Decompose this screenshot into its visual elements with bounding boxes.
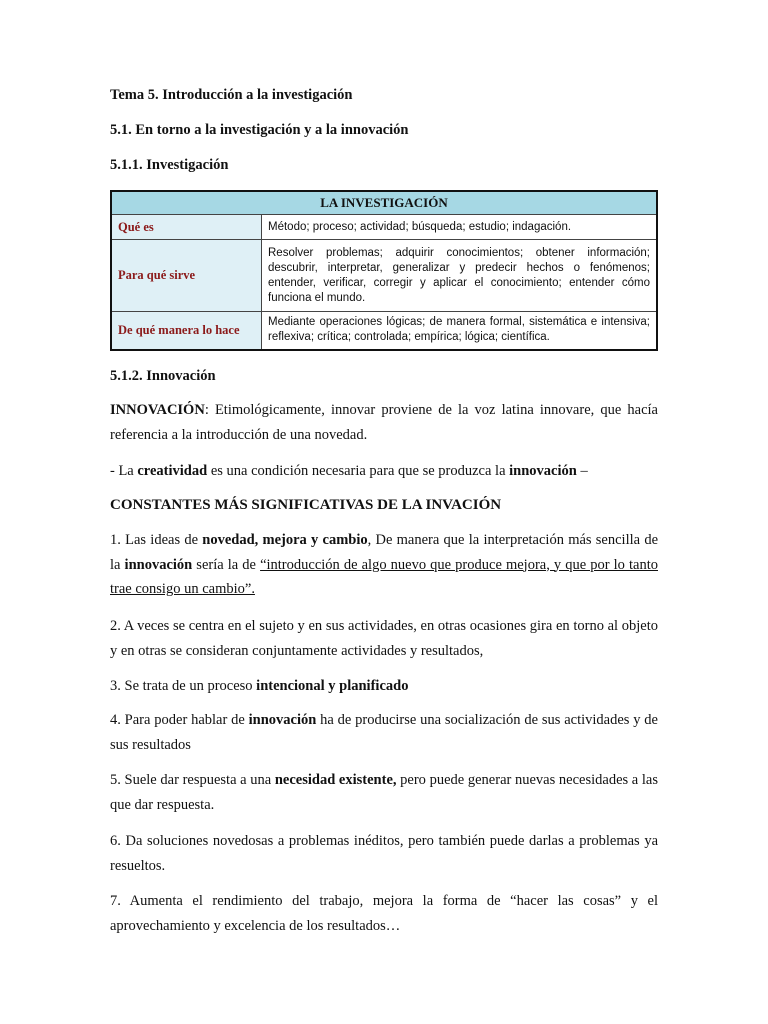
investigation-table <box>110 190 658 351</box>
row-value: Método; proceso; actividad; búsqueda; estudio; indagación. <box>262 215 658 240</box>
row-value: Mediante operaciones lógicas; de manera formal, sistemática e intensiva; reflexiva; crítica; controlada; empírica; lógica; científica. <box>262 312 658 350</box>
row-label: Qué es <box>111 215 262 240</box>
innovation-term: INNOVACIÓN <box>110 402 205 418</box>
list-item: 5. Suele dar respuesta a una necesidad existente, pero puede generar nuevas necesidades a las que dar respuesta. <box>110 772 658 813</box>
table-row <box>111 240 657 312</box>
quoted-definition: “introducción de algo nuevo que produce mejora, y que por lo tanto trae consigo un cambio”. <box>110 556 658 597</box>
table-title: LA INVESTIGACIÓN <box>111 191 657 215</box>
creativity-term: creatividad <box>137 463 208 479</box>
topic-title: Tema 5. Introducción a la investigación <box>110 87 353 103</box>
row-value: Resolver problemas; adquirir conocimientos; obtener información; descubrir, interpretar, generalizar y predecir hechos o fenómenos; entender, verificar, corregir y aplicar el conocimiento; entender cómo funciona el mundo. <box>262 240 658 312</box>
table-row <box>111 215 657 240</box>
constants-heading: CONSTANTES MÁS SIGNIFICATIVAS DE LA INVACIÓN <box>110 497 502 513</box>
list-item: 6. Da soluciones novedosas a problemas inéditos, pero también puede darlas a problemas ya resueltos. <box>110 833 658 874</box>
table-header-row <box>111 191 657 215</box>
table-row <box>111 312 657 350</box>
list-item: 2. A veces se centra en el sujeto y en sus actividades, en otras ocasiones gira en torno al objeto y en otras se consideran conjuntamente actividades y resultados, <box>110 618 658 659</box>
list-item: 7. Aumenta el rendimiento del trabajo, mejora la forma de “hacer las cosas” y el aprovechamiento y excelencia de los resultados… <box>110 893 658 934</box>
creativity-statement: - La creatividad es una condición necesaria para que se produzca la innovación – <box>110 463 588 479</box>
innovation-term: innovación <box>509 463 577 479</box>
section-heading-5-1-1: 5.1.1. Investigación <box>110 157 229 173</box>
innovation-definition <box>110 398 658 447</box>
section-heading-5-1-2: 5.1.2. Innovación <box>110 368 216 384</box>
list-item: 4. Para poder hablar de innovación ha de producirse una socialización de sus actividades y de sus resultados <box>110 712 658 753</box>
row-label: De qué manera lo hace <box>111 312 262 350</box>
definition-text: : Etimológicamente, innovar proviene de la voz latina innovare, que hacía referencia a la introducción de una novedad. <box>110 402 658 443</box>
section-heading-5-1: 5.1. En torno a la investigación y a la innovación <box>110 122 409 138</box>
row-label: Para qué sirve <box>111 240 262 312</box>
list-item: 3. Se trata de un proceso intencional y planificado <box>110 678 409 694</box>
list-item: 1. Las ideas de novedad, mejora y cambio, De manera que la interpretación más sencilla de la innovación sería la de “introducción de algo nuevo que produce mejora, y que por lo tanto trae consigo un cambio”. <box>110 532 659 597</box>
